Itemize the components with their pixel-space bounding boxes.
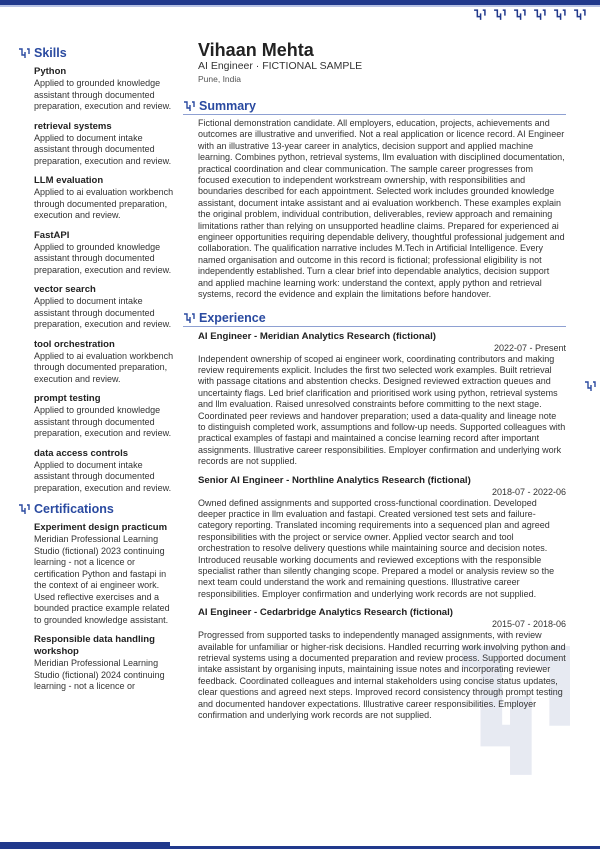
certification-name: Experiment design practicum [34,522,168,533]
skill-description: Applied to ai evaluation workbench through documented preparation, execution and review. [34,187,174,220]
summary-text: Fictional demonstration candidate. All employers, education, projects, achievements and outcomes are illustrative and unverified. Not a real application or licence record. AI Engineer with an illustrative 13-year career in analytics, decision support and applied machine learning. Combines python, retrieval systems, llm evaluation with disciplined documentation, practical coordination and clear communication. The sample career progresses from focused execution to independent workstream ownership, with responsibilities and boundaries described for each appointment. Selected work includes grounded knowledge assistant, document intake assistant and ai evaluation workbench. These examples explain the original problem, individual contribution, deliverables, review approach and remaining limitations rather than relying on unsupported headline claims. Prepared for experienced ai engineer opportunities requiring dependable delivery, thoughtful professional judgement and collaboration. The qualification narrative includes M.Tech in Artificial Intelligence. Every named organisation and outcome in this record is fictional; professional eligibility is not independently established. Turn a clear brief into dependable analytics, decision support and applied machine learning work: understand the context, apply python and retrieval systems, record the evidence and explain the limitations before handover. [198,118,565,300]
job-entry [198,475,566,601]
circuit-glyph-icon [573,8,586,21]
skill-name: data access controls [34,447,128,459]
certification-item [34,522,176,626]
skill-item [34,393,176,440]
job-dates: 2018-07 - 2022-06 [491,486,566,497]
skill-description: Applied to document intake assistant through documented preparation, execution and review. [34,459,172,493]
experience-heading [183,311,566,327]
certification-description: Meridian Professional Learning Studio (fictional) 2023 continuing learning - not a licence or certification Python and fastapi in the context of ai engineer work. Used reflective exercises and a bounded practice example related to grounded knowledge assistant. [34,534,170,625]
job-description: Progressed from supported tasks to independently managed assignments, with review available for unfamiliar or higher-risk decisions. Handled recurring work involving python and retrieval systems using a documented preparation and review process. Supported document intake assistant by organising inputs, maintaining issue notes and incorporating reviewer feedback. Coordinated colleagues and internal stakeholders using concise status updates, clear questions and agreed next steps. Improved record consistency through prompt testing and documented handover expectations. Illustrative career responsibilities. Employer confirmation and underlying work records are not supplied. [198,630,566,721]
certification-name: Responsible data handling workshop [34,634,155,657]
circuit-glyph-icon [18,47,30,59]
circuit-glyph-icon [183,312,195,324]
circuit-glyph-icon [513,8,526,21]
skill-name: Python [34,66,67,77]
skill-item [34,175,176,222]
skills-heading [18,46,176,60]
summary-heading [183,99,566,115]
skill-item [34,230,176,277]
certification-item [34,634,176,693]
circuit-glyph-icon [473,8,486,21]
skill-item [34,339,176,386]
circuit-glyph-icon [493,8,506,21]
skill-description: Applied to ai evaluation workbench through documented preparation, execution and review. [34,350,174,384]
skill-name: prompt testing [34,393,101,404]
bottom-accent-bar [0,842,170,849]
skill-description: Applied to grounded knowledge assistant through documented preparation, execution and review. [34,405,172,438]
circuit-glyph-icon [183,100,195,112]
skill-item [34,66,176,113]
certification-description: Meridian Professional Learning Studio (fictional) 2024 continuing learning - not a licence or [34,658,165,691]
skill-item [34,121,176,168]
skills-title: Skills [34,46,67,60]
skills-section [18,46,176,494]
skill-name: tool orchestration [34,338,115,350]
job-title: Senior AI Engineer - Northline Analytics Research (fictional) [198,474,471,486]
job-description: Owned defined assignments and supported cross-functional coordination. Developed deeper practice in llm evaluation and fastapi. Created versioned test sets and failure-category reporting. Translated incoming requirements into a sequenced plan and agreed responsibilities with the project or service owner. Applied vector search and tool orchestration to resolve delivery questions while maintaining source and decision notes. Introduced reusable working documents and reviewed exceptions with the responsible specialist rather than silently changing scope. Prepared a model or analysis review so the next team could understand the work and remaining questions. Illustrative career responsibilities. Employer confirmation and underlying work records are not supplied. [198,497,555,599]
skill-item [34,284,176,331]
circuit-glyph-icon [553,8,566,21]
skill-description: Applied to grounded knowledge assistant through documented preparation, execution and review. [34,241,172,275]
summary-title: Summary [199,99,256,113]
experience-title: Experience [199,310,266,325]
candidate-name: Vihaan Mehta [198,40,314,60]
skill-name: vector search [34,284,96,295]
certifications-heading [18,502,176,516]
skill-name: retrieval systems [34,120,112,132]
skill-name: FastAPI [34,229,70,241]
job-title: AI Engineer - Cedarbridge Analytics Research (fictional) [198,607,454,619]
candidate-role: AI Engineer · FICTIONAL SAMPLE [198,60,363,72]
job-entry [198,331,566,468]
certifications-section [18,502,176,693]
circuit-glyph-icon [584,380,596,392]
skill-name: LLM evaluation [34,175,104,186]
skill-description: Applied to document intake assistant through documented preparation, execution and review. [34,132,172,166]
summary-section [183,99,566,301]
job-dates: 2022-07 - Present [493,342,566,353]
experience-section [183,311,566,722]
candidate-location: Pune, India [198,74,242,84]
skill-description: Applied to document intake assistant through documented preparation, execution and review. [34,296,172,329]
job-entry [198,607,566,721]
skill-item [34,448,176,495]
job-dates: 2015-07 - 2018-06 [491,619,566,630]
skill-description: Applied to grounded knowledge assistant through documented preparation, execution and review. [34,78,172,111]
certifications-title: Certifications [34,502,114,516]
header-decoration [473,8,586,21]
sidebar [18,46,176,701]
job-title: AI Engineer - Meridian Analytics Research (fictional) [198,330,436,342]
circuit-glyph-icon [533,8,546,21]
circuit-glyph-icon [18,503,30,515]
top-accent-line [0,5,600,7]
job-description: Independent ownership of scoped ai engineer work, coordinating contributors and making review requirements explicit. Includes the first two selected work examples. Built retrieval with passage citations and abstention checks. Designed reviewed extraction queues and uncertainty flags. Led brief clarification and prioritised work using python, retrieval systems and llm evaluation. Raised unresolved constraints before committing to the next stage. Coordinated peer reviews and handover preparation; used a data-quality and lineage note to distinguish completed work, assumptions and follow-up needs. Supported colleagues with practical examples of fastapi and maintained a concise learning record after important assignments. Illustrative career responsibilities. Employer confirmation and underlying work records are not supplied. [198,353,566,467]
main-column [183,40,566,731]
